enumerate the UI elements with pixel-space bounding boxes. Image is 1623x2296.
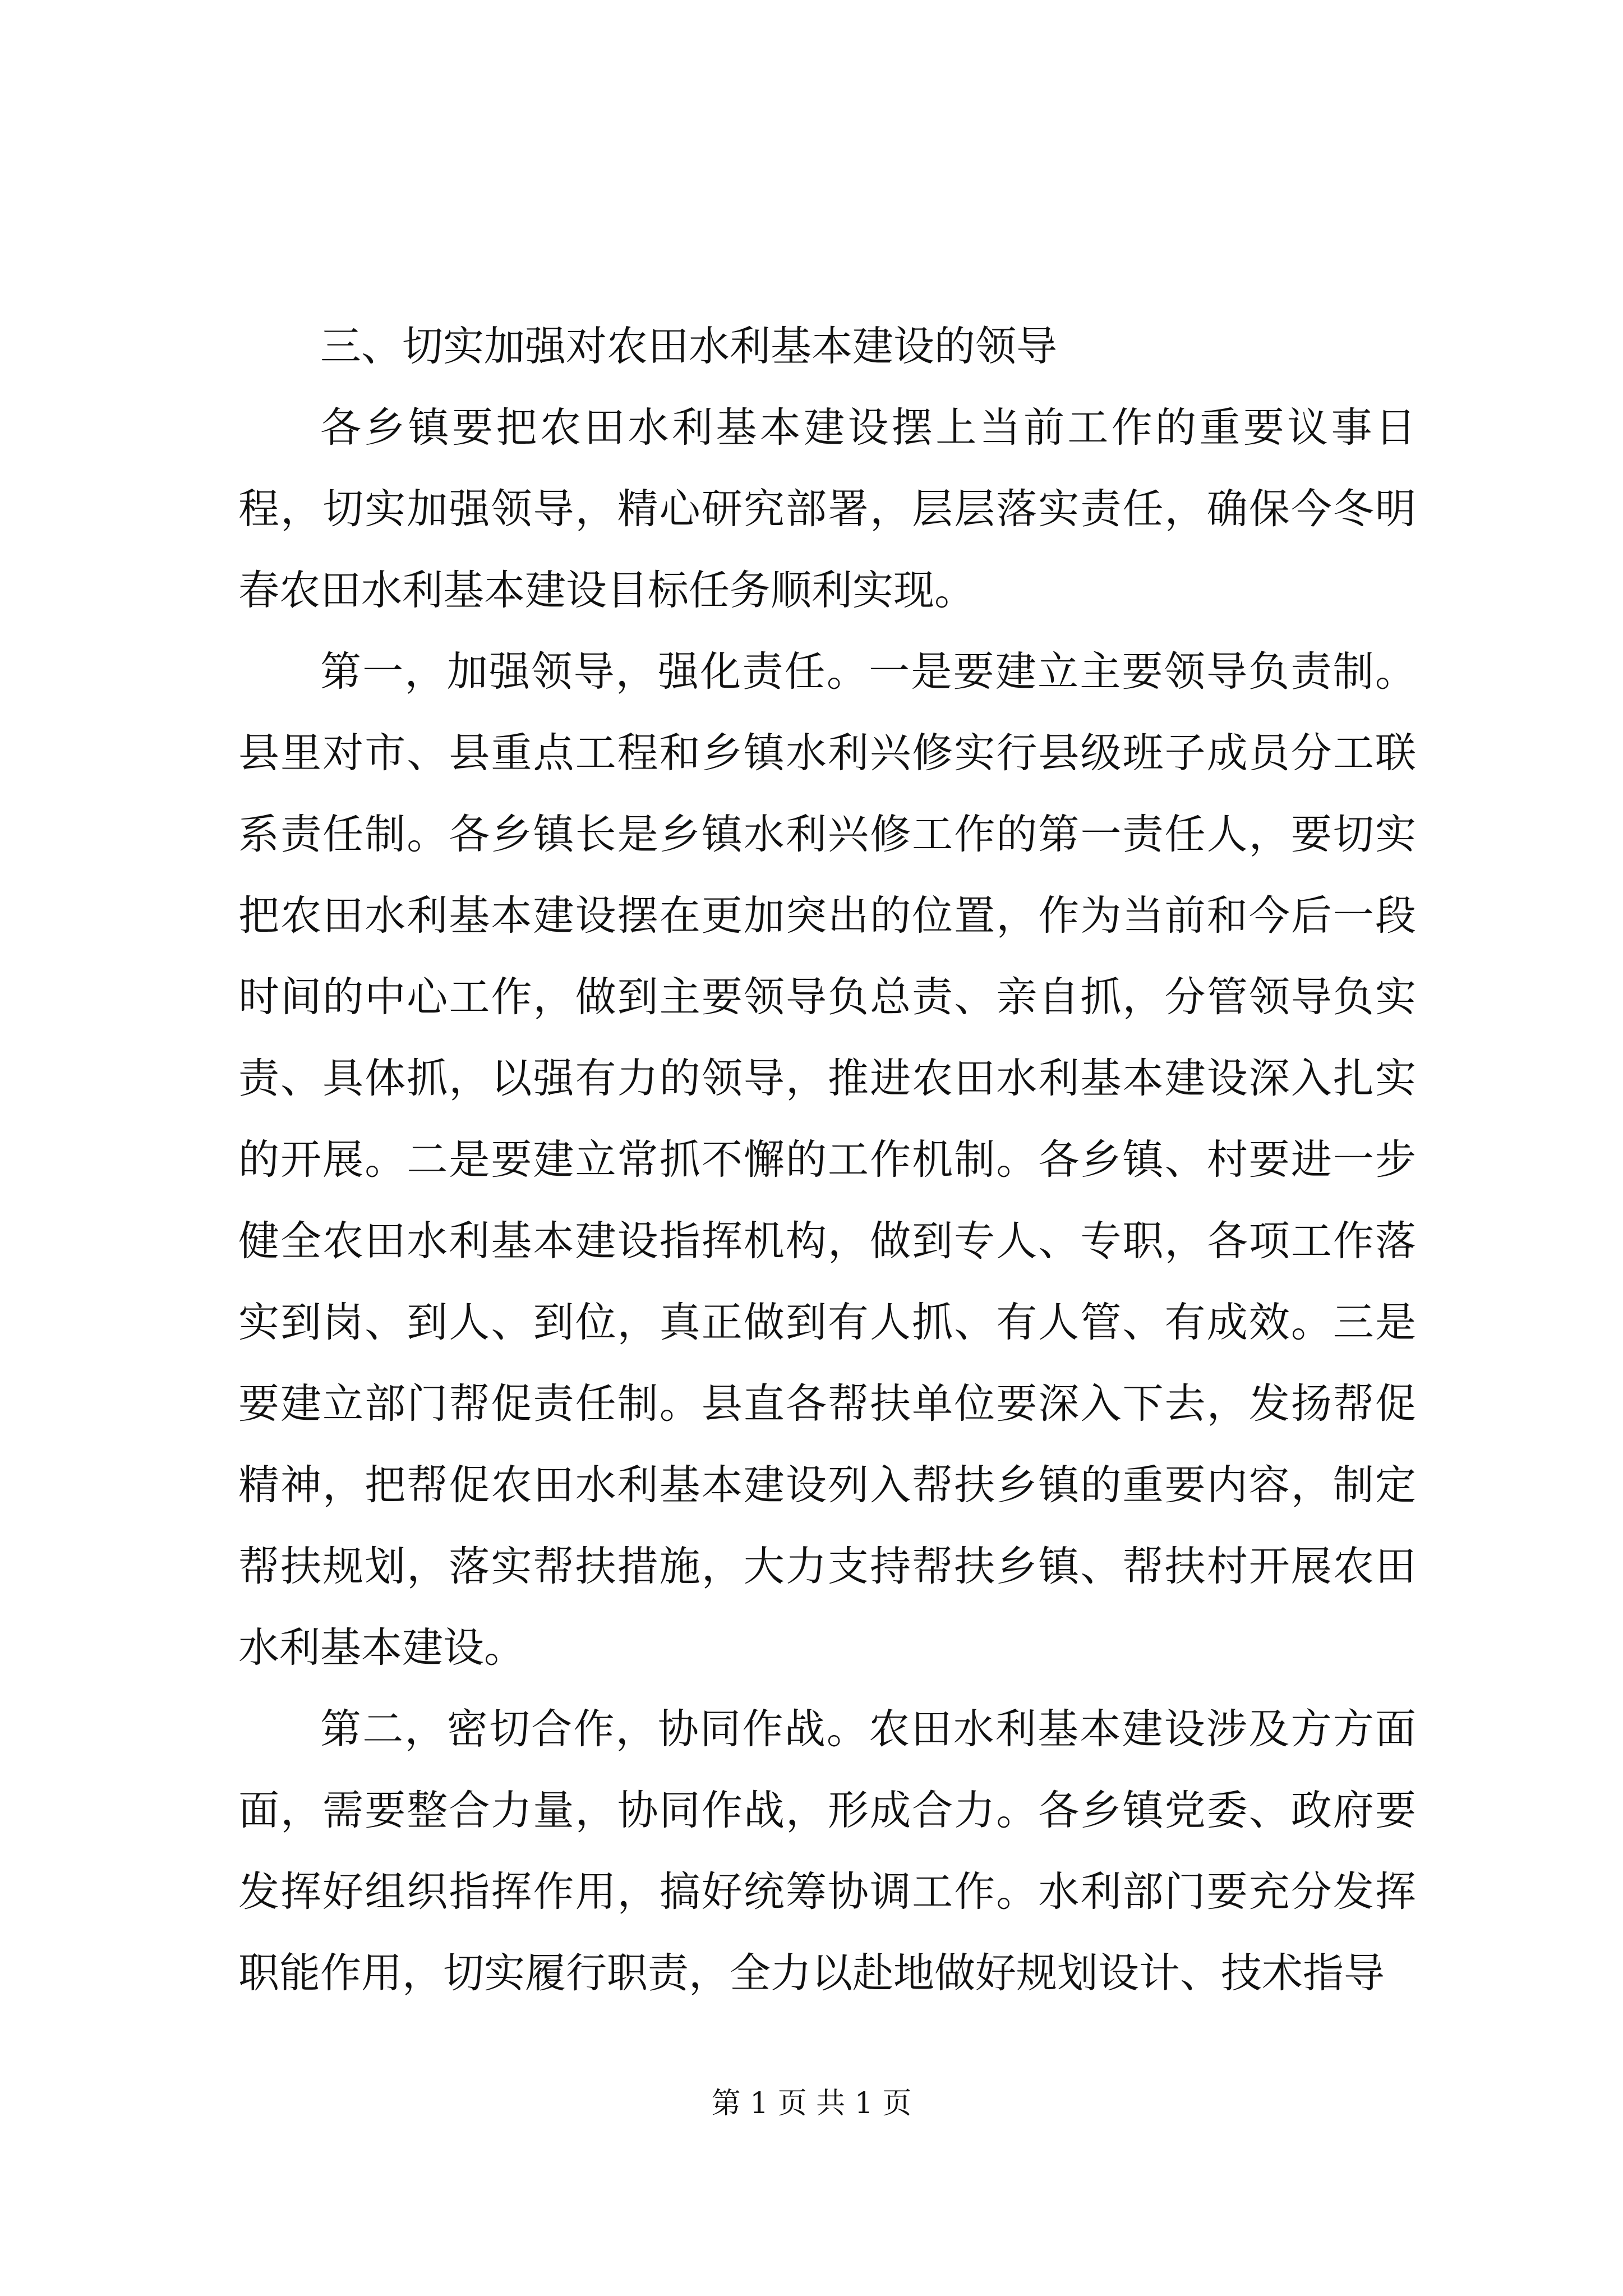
page-number-footer: 第 1 页 共 1 页 [711,2087,912,2120]
document-body [238,306,1416,2014]
paragraph-intro: 各乡镇要把农田水利基本建设摆上当前工作的重要议事日程，切实加强领导，精心研究部署，层层落实责任，确保今冬明春农田水利基本建设目标任务顺利实现。 [238,404,1416,614]
paragraph-second-point: 第二，密切合作，协同作战。农田水利基本建设涉及方方面面，需要整合力量，协同作战，形成合力。各乡镇党委、政府要发挥好组织指挥作用，搞好统筹协调工作。水利部门要充分发挥职能作用，切实履行职责，全力以赴地做好规划设计、技术指导 [238,1705,1416,1997]
section-heading: 三、切实加强对农田水利基本建设的领导 [320,323,1057,370]
paragraph-first-point: 第一，加强领导，强化责任。一是要建立主要领导负责制。县里对市、县重点工程和乡镇水利兴修实行县级班子成员分工联系责任制。各乡镇长是乡镇水利兴修工作的第一责任人，要切实把农田水利基本建设摆在更加突出的位置，作为当前和今后一段时间的中心工作，做到主要领导负总责、亲自抓，分管领导负实责、具体抓，以强有力的领导，推进农田水利基本建设深入扎实的开展。二是要建立常抓不懈的工作机制。各乡镇、村要进一步健全农田水利基本建设指挥机构，做到专人、专职，各项工作落实到岗、到人、到位，真正做到有人抓、有人管、有成效。三是要建立部门帮促责任制。县直各帮扶单位要深入下去，发扬帮促精神，把帮促农田水利基本建设列入帮扶乡镇的重要内容，制定帮扶规划，落实帮扶措施，大力支持帮扶乡镇、帮扶村开展农田水利基本建设。 [238,648,1416,1672]
